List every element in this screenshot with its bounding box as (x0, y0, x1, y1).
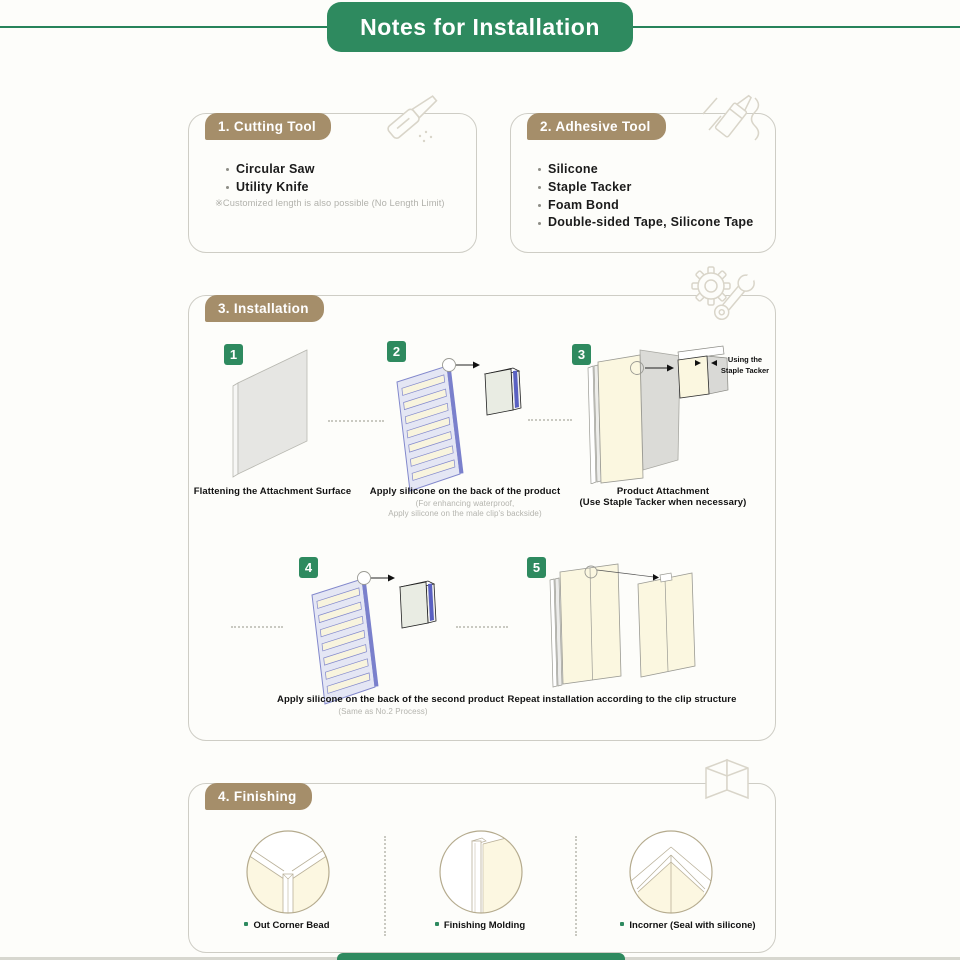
dotted-separator (528, 419, 572, 421)
out-corner-bead-illustration (245, 829, 331, 915)
step1-caption: Flattening the Attachment Surface (193, 486, 352, 497)
bullet-dot-icon (538, 222, 541, 225)
list-item-label: Utility Knife (236, 179, 309, 194)
step2-caption: Apply silicone on the back of the product (For enhancing waterproof, Apply silicone on the male clip's backside) (369, 486, 561, 518)
cutting-tool-note: ※Customized length is also possible (No Length Limit) (215, 198, 445, 208)
finishing-item-caption: Out Corner Bead (212, 920, 362, 931)
step5-caption: Repeat installation according to the clip structure (507, 694, 737, 705)
step-number-badge: 5 (527, 557, 546, 578)
list-item-label: Circular Saw (236, 162, 315, 176)
step-number-badge: 3 (572, 344, 591, 365)
finishing-label: 4. Finishing (205, 783, 312, 810)
finishing-item-caption: Incorner (Seal with silicone) (598, 920, 778, 931)
annotation-line: Staple Tacker (720, 366, 770, 375)
adhesive-tool-label: 2. Adhesive Tool (527, 113, 666, 140)
page-title: Notes for Installation (327, 2, 633, 52)
list-item (538, 214, 754, 232)
installation-label: 3. Installation (205, 295, 324, 322)
list-item-label: Staple Tacker (548, 179, 632, 194)
list-item (538, 197, 754, 215)
finishing-item-caption: Finishing Molding (405, 920, 555, 931)
cutting-tool-list (226, 161, 315, 197)
bullet-square-icon (435, 922, 439, 926)
utility-knife-icon (372, 86, 448, 152)
list-item (538, 179, 754, 197)
step1-panel-illustration (225, 345, 337, 480)
dotted-separator (328, 420, 384, 422)
corner-trim-icon (698, 756, 756, 804)
dotted-separator (231, 626, 283, 628)
step-number-badge: 4 (299, 557, 318, 578)
list-item-label: Foam Bond (548, 197, 619, 212)
step4-caption: Apply silicone on the back of the second product (Same as No.2 Process) (277, 694, 505, 716)
bullet-dot-icon (538, 186, 541, 189)
caulk-gun-icon (695, 84, 773, 158)
step4-silicone-illustration (300, 565, 475, 707)
cutting-tool-label: 1. Cutting Tool (205, 113, 331, 140)
bullet-square-icon (244, 922, 248, 926)
step-number-badge: 1 (224, 344, 243, 365)
dotted-separator (384, 836, 386, 936)
finishing-molding-illustration (438, 829, 524, 915)
step5-repeat-illustration (540, 558, 735, 693)
list-item (226, 161, 315, 179)
next-section-header-partial (337, 953, 625, 960)
dotted-separator (456, 626, 508, 628)
dotted-separator (575, 836, 577, 936)
bullet-dot-icon (226, 168, 229, 171)
list-item-label: Double-sided Tape, Silicone Tape (548, 215, 754, 230)
list-item (538, 161, 754, 179)
adhesive-tool-list (538, 161, 754, 232)
list-item (226, 179, 315, 197)
step3-annotation (718, 354, 772, 376)
annotation-line: Using the (727, 355, 763, 364)
step-number-badge: 2 (387, 341, 406, 362)
step2-silicone-illustration (385, 352, 560, 494)
bullet-dot-icon (538, 204, 541, 207)
bullet-dot-icon (226, 186, 229, 189)
incorner-illustration (628, 829, 714, 915)
bullet-dot-icon (538, 168, 541, 171)
step3-caption: Product Attachment (Use Staple Tacker when necessary) (579, 486, 747, 508)
gear-wrench-icon (685, 260, 757, 326)
list-item-label: Silicone (548, 162, 598, 176)
bullet-square-icon (620, 922, 624, 926)
